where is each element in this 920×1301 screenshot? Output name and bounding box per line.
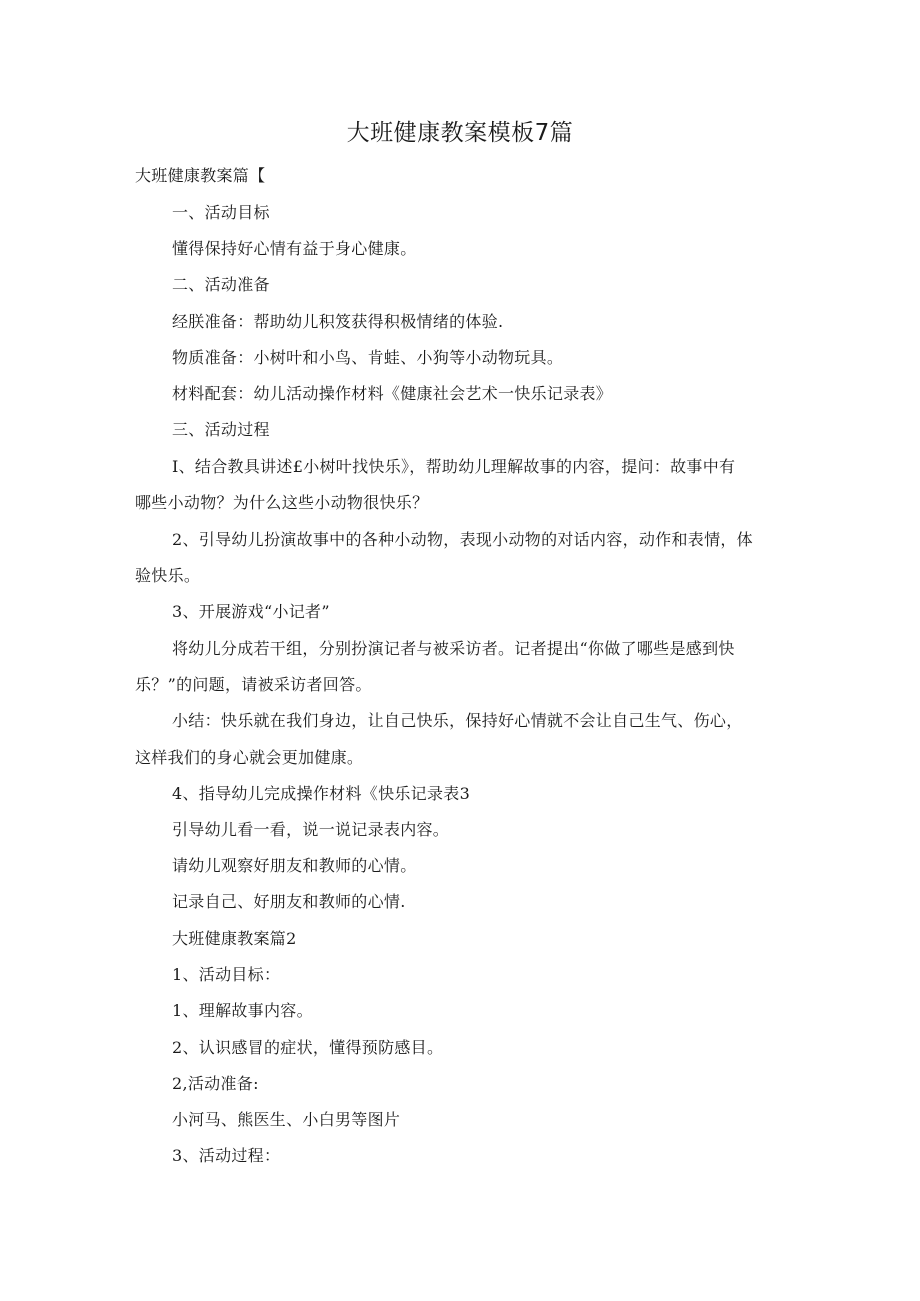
document-title: 大班健康教案模板7篇 xyxy=(346,120,574,146)
paragraph-line: 小河马、熊医生、小白男等图片 xyxy=(172,1110,401,1129)
paragraph-line: 4、指导幼儿完成操作材料《快乐记录表3 xyxy=(172,784,471,803)
paragraph-line: 请幼儿观察好朋友和教师的心情。 xyxy=(172,856,417,875)
paragraph-line: 物质准备：小树叶和小鸟、肯蛙、小狗等小动物玩具。 xyxy=(172,348,564,367)
paragraph-line: 这样我们的身心就会更加健康。 xyxy=(135,748,364,767)
section-heading-1: 大班健康教案篇【 xyxy=(135,166,266,185)
section-heading-2: 大班健康教案篇2 xyxy=(172,929,297,948)
paragraph-line: 懂得保持好心情有益于身心健康。 xyxy=(172,239,417,258)
paragraph-line: 1、理解故事内容。 xyxy=(172,1001,313,1020)
paragraph-line: 2、引导幼儿扮演故事中的各种小动物，表现小动物的对话内容，动作和表情，体 xyxy=(172,530,753,549)
paragraph-line: 经朕准备：帮助幼儿积笈获得积极情绪的体验. xyxy=(172,312,504,331)
heading-activity-goal: 一、活动目标 xyxy=(172,203,270,222)
heading-activity-prep: 2,活动准备: xyxy=(172,1074,259,1093)
paragraph-line: 小结：快乐就在我们身边，让自己快乐，保持好心情就不会让自己生气、伤心， xyxy=(172,711,743,730)
heading-activity-process: 3、活动过程： xyxy=(172,1146,281,1165)
paragraph-line: 将幼儿分成若干组，分别扮演记者与被采访者。记者提出“你做了哪些是感到快 xyxy=(172,639,735,658)
paragraph-line: 记录自己、好朋友和教师的心情. xyxy=(172,892,406,911)
paragraph-line: 2、认识感冒的症状，懂得预防感目。 xyxy=(172,1038,444,1057)
heading-activity-process: 三、活动过程 xyxy=(172,420,270,439)
paragraph-line: 3、开展游戏“小记者” xyxy=(172,602,330,621)
paragraph-line: I、结合教具讲述£小树叶找快乐》，帮助幼儿理解故事的内容，提问：故事中有 xyxy=(172,457,736,476)
heading-activity-prep: 二、活动准备 xyxy=(172,275,270,294)
paragraph-line: 哪些小动物？为什么这些小动物很快乐？ xyxy=(135,493,429,512)
paragraph-line: 引导幼儿看一看，说一说记录表内容。 xyxy=(172,820,450,839)
paragraph-line: 验快乐。 xyxy=(135,566,201,585)
heading-activity-goal: 1、活动目标： xyxy=(172,965,281,984)
paragraph-line: 乐？”的问题，请被采访者回答。 xyxy=(135,675,372,694)
paragraph-line: 材料配套：幼儿活动操作材料《健康社会艺术一快乐记录表》 xyxy=(172,384,613,403)
